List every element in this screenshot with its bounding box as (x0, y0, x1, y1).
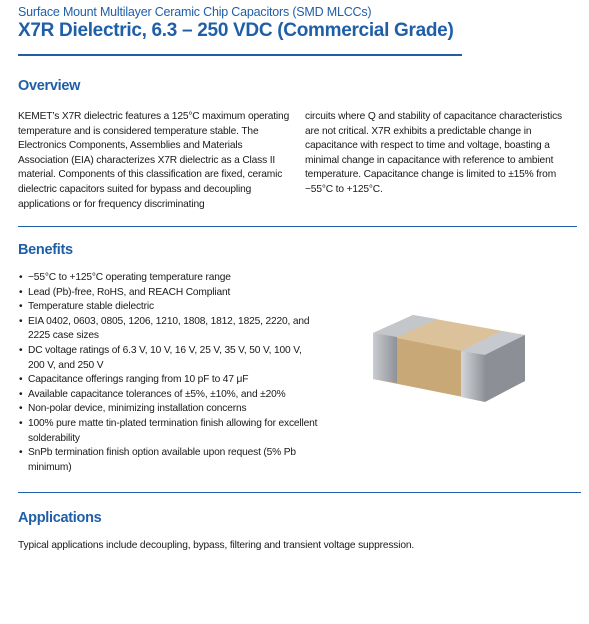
benefits-heading: Benefits (18, 242, 73, 258)
list-item: • Lead (Pb)-free, RoHS, and REACH Compliant (18, 286, 318, 301)
list-item: • EIA 0402, 0603, 0805, 1206, 1210, 1808, 1812, 1825, 2220, and 2225 case sizes (19, 315, 310, 342)
bullet-icon: • (19, 286, 23, 298)
bullet-icon: • (19, 403, 23, 415)
title-divider (18, 54, 462, 56)
overview-column-1: KEMET’s X7R dielectric features a 125°C maximum operating temperature and is considered temperature stable. The Electronics Components, Assemblies and Materials Association (EIA) characterizes X7R dielectric as a Class II material. Components of this classification are fixed, ceramic dielectric capacitors suited for bypass and decoupling applications or for frequency discriminating (18, 111, 290, 210)
list-item: • Temperature stable dielectric (18, 300, 318, 315)
list-item: • Non-polar device, minimizing installation concerns (18, 402, 318, 417)
applications-heading: Applications (18, 510, 102, 526)
bullet-icon: • (19, 272, 23, 283)
list-item: • DC voltage ratings of 6.3 V, 10 V, 16 V, 25 V, 35 V, 50 V, 100 V, 200 V, and 250 V (19, 344, 302, 371)
capacitor-chip-image (365, 305, 535, 415)
bullet-icon: • (19, 344, 23, 356)
document-subtitle: Surface Mount Multilayer Ceramic Chip Capacitors (SMD MLCCs) (18, 5, 372, 19)
list-item: • Capacitance offerings ranging from 10 pF to 47 μF (18, 373, 318, 388)
list-item: • −55°C to +125°C operating temperature range (18, 271, 318, 286)
section-divider (18, 492, 581, 493)
overview-heading: Overview (18, 78, 81, 94)
list-item: • SnPb termination finish option available upon request (5% Pb minimum) (19, 447, 296, 473)
overview-column-2: circuits where Q and stability of capacitance characteristics are not critical. X7R exhibits a predictable change in capacitance with respect to time and voltage, boasting a minimal change in capacitance with reference to ambient temperature. Capacitance change is limited to ±15% from −55°C to +125°C. (305, 111, 562, 195)
document-title: X7R Dielectric, 6.3 – 250 VDC (Commercial Grade) (18, 20, 454, 41)
section-divider (18, 226, 577, 227)
applications-text: Typical applications include decoupling, bypass, filtering and transient voltage suppression. (18, 540, 415, 551)
bullet-icon: • (19, 447, 23, 459)
bullet-icon: • (19, 301, 23, 313)
benefits-list (18, 271, 318, 475)
bullet-icon: • (19, 374, 23, 386)
bullet-icon: • (19, 417, 23, 429)
list-item: • Available capacitance tolerances of ±5%, ±10%, and ±20% (18, 388, 318, 403)
bullet-icon: • (19, 315, 23, 327)
list-item: • 100% pure matte tin-plated termination finish allowing for excellent solderability (19, 417, 318, 444)
bullet-icon: • (19, 388, 23, 400)
